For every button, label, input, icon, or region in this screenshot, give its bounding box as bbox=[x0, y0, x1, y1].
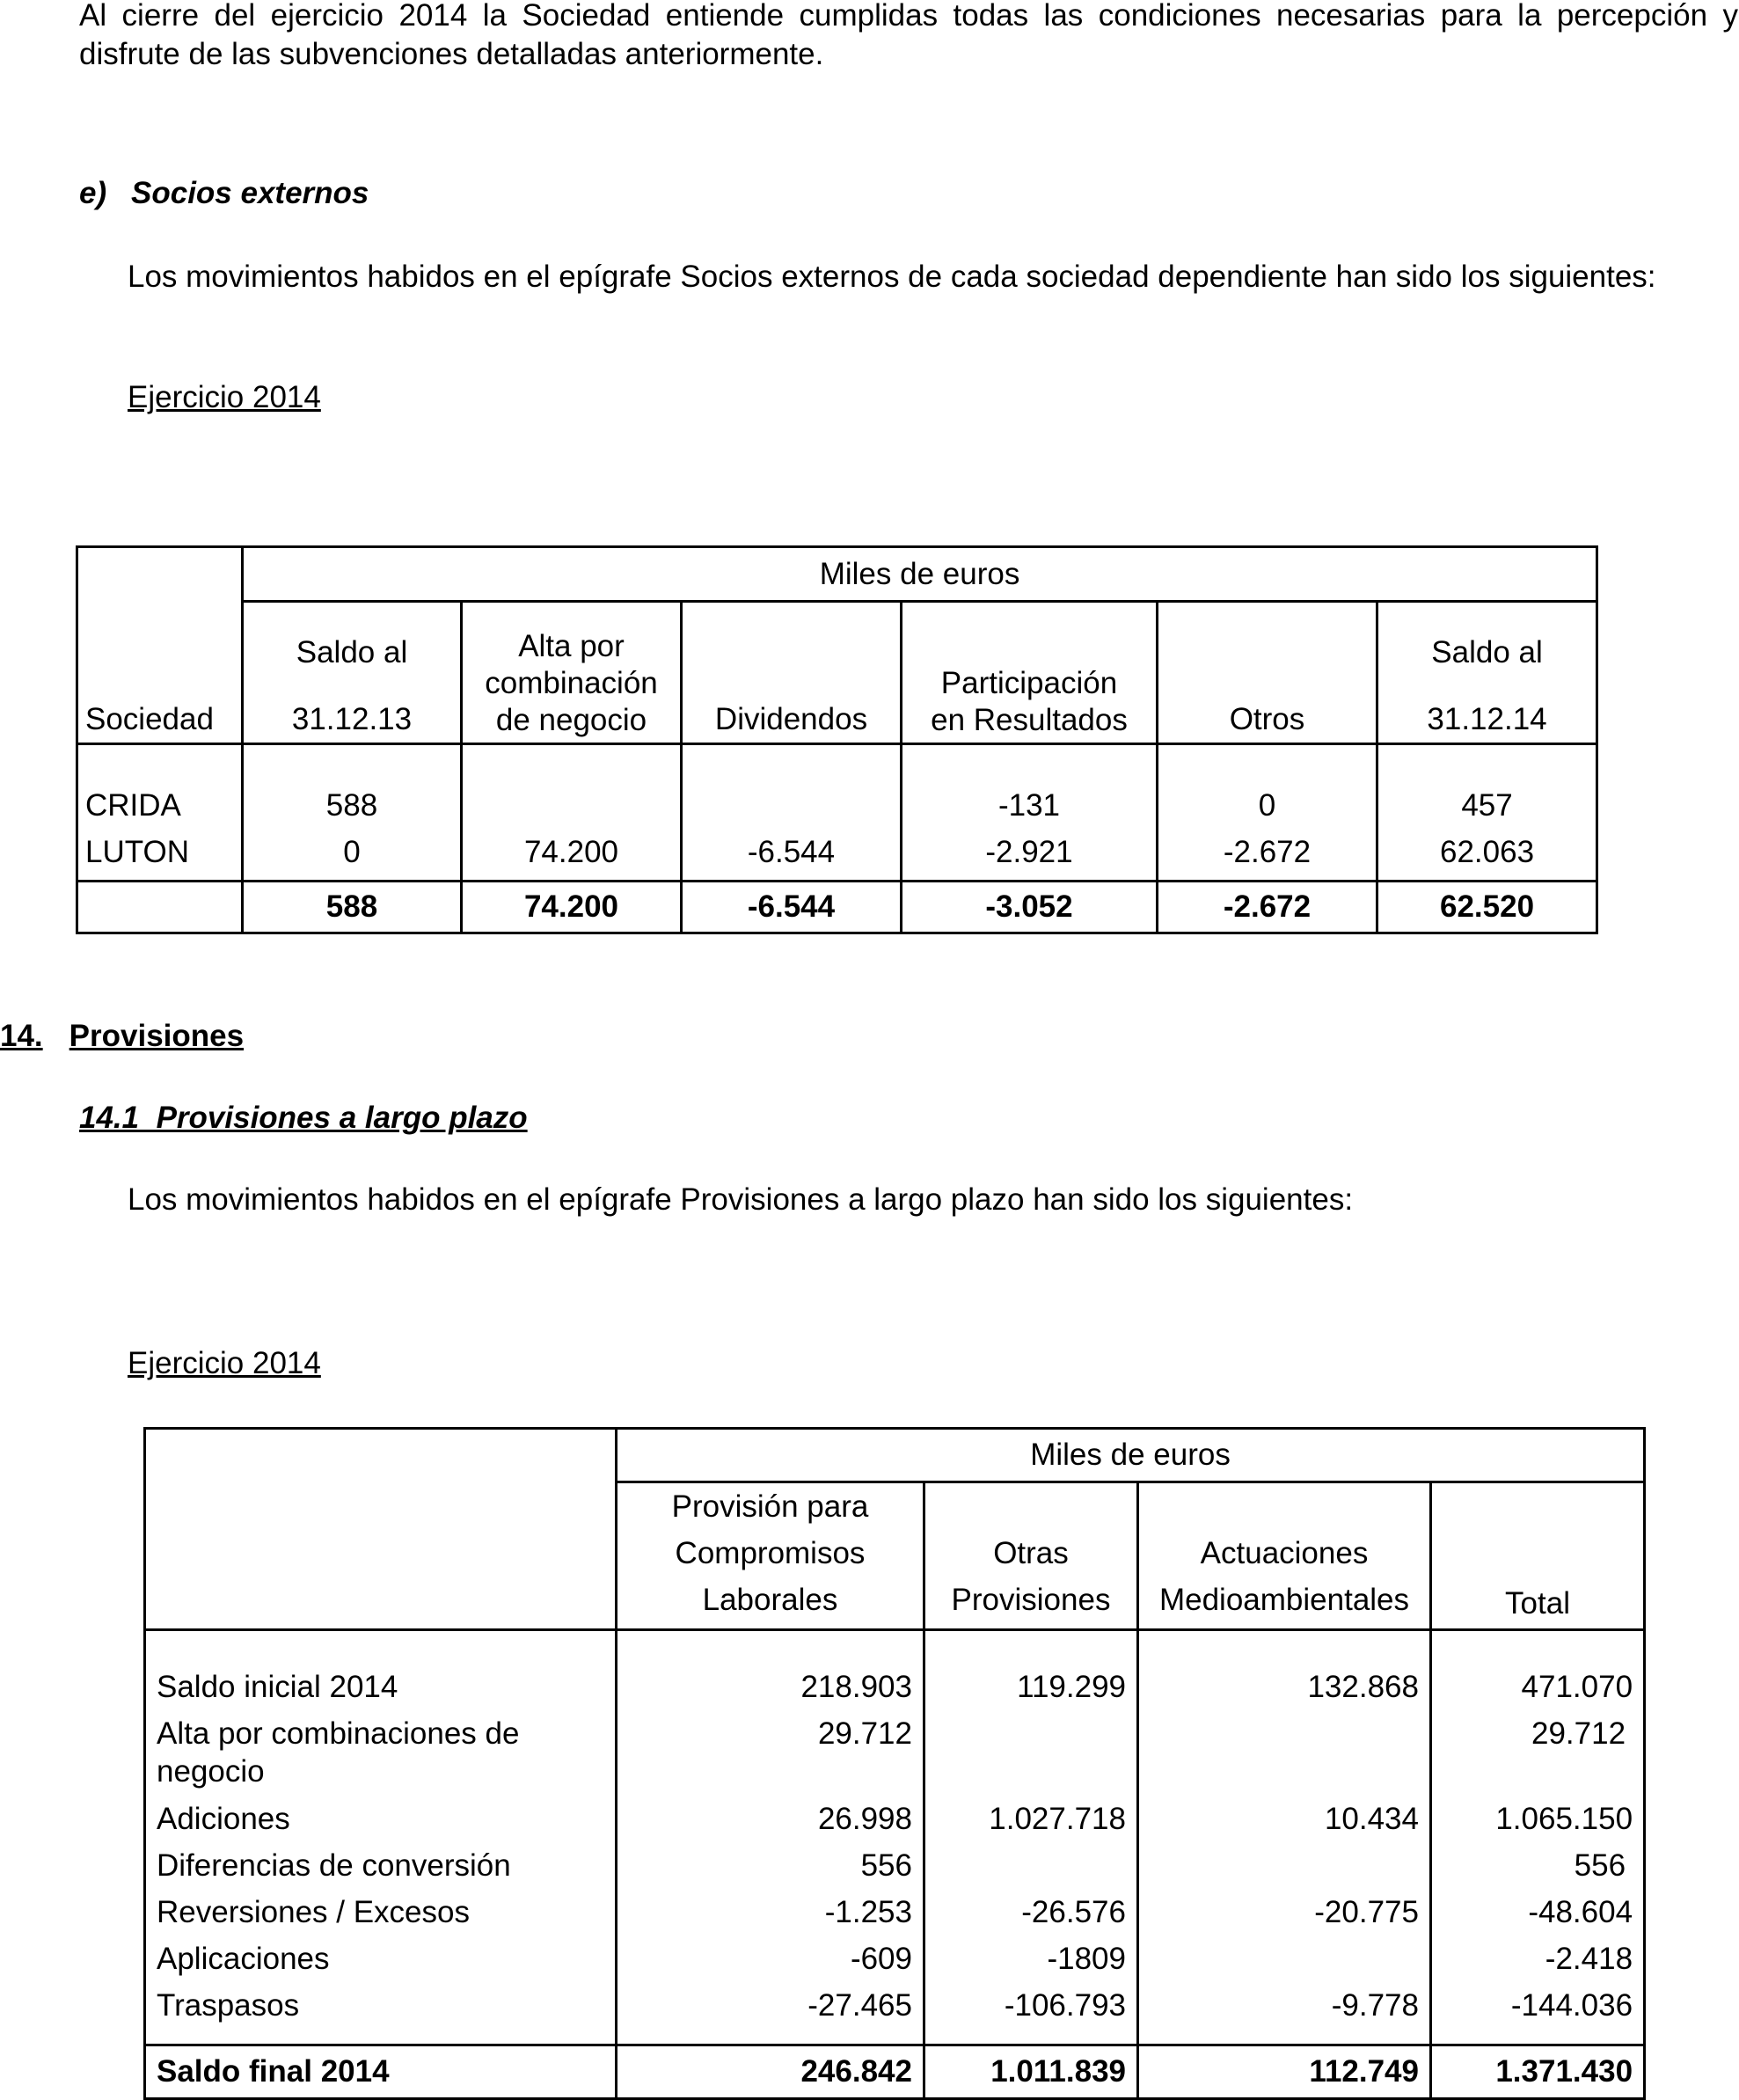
subsection-heading: 14.1 Provisiones a largo plazo bbox=[79, 1101, 528, 1135]
saldo-inicial-cells: 588 0 bbox=[243, 744, 462, 882]
col-sociedad-header: Sociedad bbox=[77, 547, 243, 744]
section-title: Provisiones bbox=[69, 1019, 245, 1053]
total-medioambientales: 112.749 bbox=[1138, 2045, 1431, 2099]
socios-paragraph: Los movimientos habidos en el epígrafe Socios externos de cada sociedad dependiente han sido los siguientes: bbox=[128, 260, 1656, 294]
group-header: Miles de euros bbox=[617, 1429, 1645, 1482]
total-otras-provisiones: 1.011.839 bbox=[924, 2045, 1138, 2099]
provisiones-paragraph: Los movimientos habidos en el epígrafe Provisiones a largo plazo han sido los siguientes: bbox=[128, 1182, 1354, 1217]
participacion-cells: -131 -2.921 bbox=[902, 744, 1158, 882]
col-otras-provisiones-header: Otras Provisiones bbox=[924, 1482, 1138, 1630]
total-alta: 74.200 bbox=[462, 882, 682, 933]
total-row bbox=[145, 2045, 1645, 2099]
col-saldo-inicial-header: Saldo al 31.12.13 bbox=[243, 602, 462, 744]
col-compromisos-header: Provisión para Compromisos Laborales bbox=[617, 1482, 924, 1630]
total-participacion: -3.052 bbox=[902, 882, 1158, 933]
provisiones-exercise-label: Ejercicio 2014 bbox=[128, 1346, 321, 1380]
total-saldo-inicial: 588 bbox=[243, 882, 462, 933]
table-row: Alta por combinaciones de negocio bbox=[157, 1716, 520, 1789]
group-header: Miles de euros bbox=[243, 547, 1597, 602]
col-dividendos-header: Dividendos bbox=[682, 602, 902, 744]
table-row: Traspasos bbox=[157, 1988, 300, 2023]
sociedad-names bbox=[77, 744, 243, 882]
total-total: 1.371.430 bbox=[1431, 2045, 1645, 2099]
saldo-final-cells: 457 62.063 bbox=[1377, 744, 1597, 882]
col-otros-header: Otros bbox=[1158, 602, 1377, 744]
socios-exercise-label: Ejercicio 2014 bbox=[128, 380, 321, 414]
table-row: Aplicaciones bbox=[157, 1942, 330, 1976]
table-row: Reversiones / Excesos bbox=[157, 1895, 470, 1929]
total-label: Saldo final 2014 bbox=[145, 2045, 617, 2099]
col-alta-header: Alta por combinación de negocio bbox=[462, 602, 682, 744]
total-saldo-final: 62.520 bbox=[1377, 882, 1597, 933]
section-heading bbox=[0, 1017, 244, 1056]
table-row: Diferencias de conversión bbox=[157, 1848, 511, 1883]
socios-heading: Socios externos bbox=[131, 176, 369, 210]
total-compromisos: 246.842 bbox=[617, 2045, 924, 2099]
dividendos-cells: -6.544 bbox=[682, 744, 902, 882]
table-row: LUTON bbox=[85, 835, 189, 869]
section-number: 14. bbox=[0, 1019, 43, 1053]
table-row: CRIDA bbox=[85, 788, 181, 823]
row-label-header bbox=[145, 1429, 617, 1630]
table-body bbox=[77, 744, 1597, 882]
socios-heading-letter: e) bbox=[79, 176, 107, 210]
col-medioambientales-header: Actuaciones Medioambientales bbox=[1138, 1482, 1431, 1630]
medioambientales-cells: 132.868 10.434 -20.775 -9.778 bbox=[1138, 1630, 1431, 2045]
table-row: Saldo inicial 2014 bbox=[157, 1670, 398, 1704]
provisiones-table bbox=[143, 1427, 1646, 2100]
col-total-header: Total bbox=[1431, 1482, 1645, 1630]
total-dividendos: -6.544 bbox=[682, 882, 902, 933]
total-label-cell bbox=[77, 882, 243, 933]
table-body bbox=[145, 1630, 1645, 2045]
col-participacion-header: Participación en Resultados bbox=[902, 602, 1158, 744]
row-labels bbox=[145, 1630, 617, 2045]
table-row: Adiciones bbox=[157, 1802, 290, 1836]
compromisos-cells: 218.903 29.712 26.998 556 -1.253 -609 -27.465 bbox=[617, 1630, 924, 2045]
otras-provisiones-cells: 119.299 1.027.718 -26.576 -1809 -106.793 bbox=[924, 1630, 1138, 2045]
total-row bbox=[77, 882, 1597, 933]
col-saldo-final-header: Saldo al 31.12.14 bbox=[1377, 602, 1597, 744]
total-cells: 471.070 29.712 1.065.150 556 -48.604 -2.418 -144.036 bbox=[1431, 1630, 1645, 2045]
total-otros: -2.672 bbox=[1158, 882, 1377, 933]
alta-cells: 74.200 bbox=[462, 744, 682, 882]
socios-externos-table bbox=[76, 545, 1598, 934]
intro-paragraph: Al cierre del ejercicio 2014 la Sociedad entiende cumplidas todas las condiciones necesarias para la percepción y disfrute de las subvenciones detalladas anteriormente. bbox=[79, 0, 1738, 71]
otros-cells: 0 -2.672 bbox=[1158, 744, 1377, 882]
